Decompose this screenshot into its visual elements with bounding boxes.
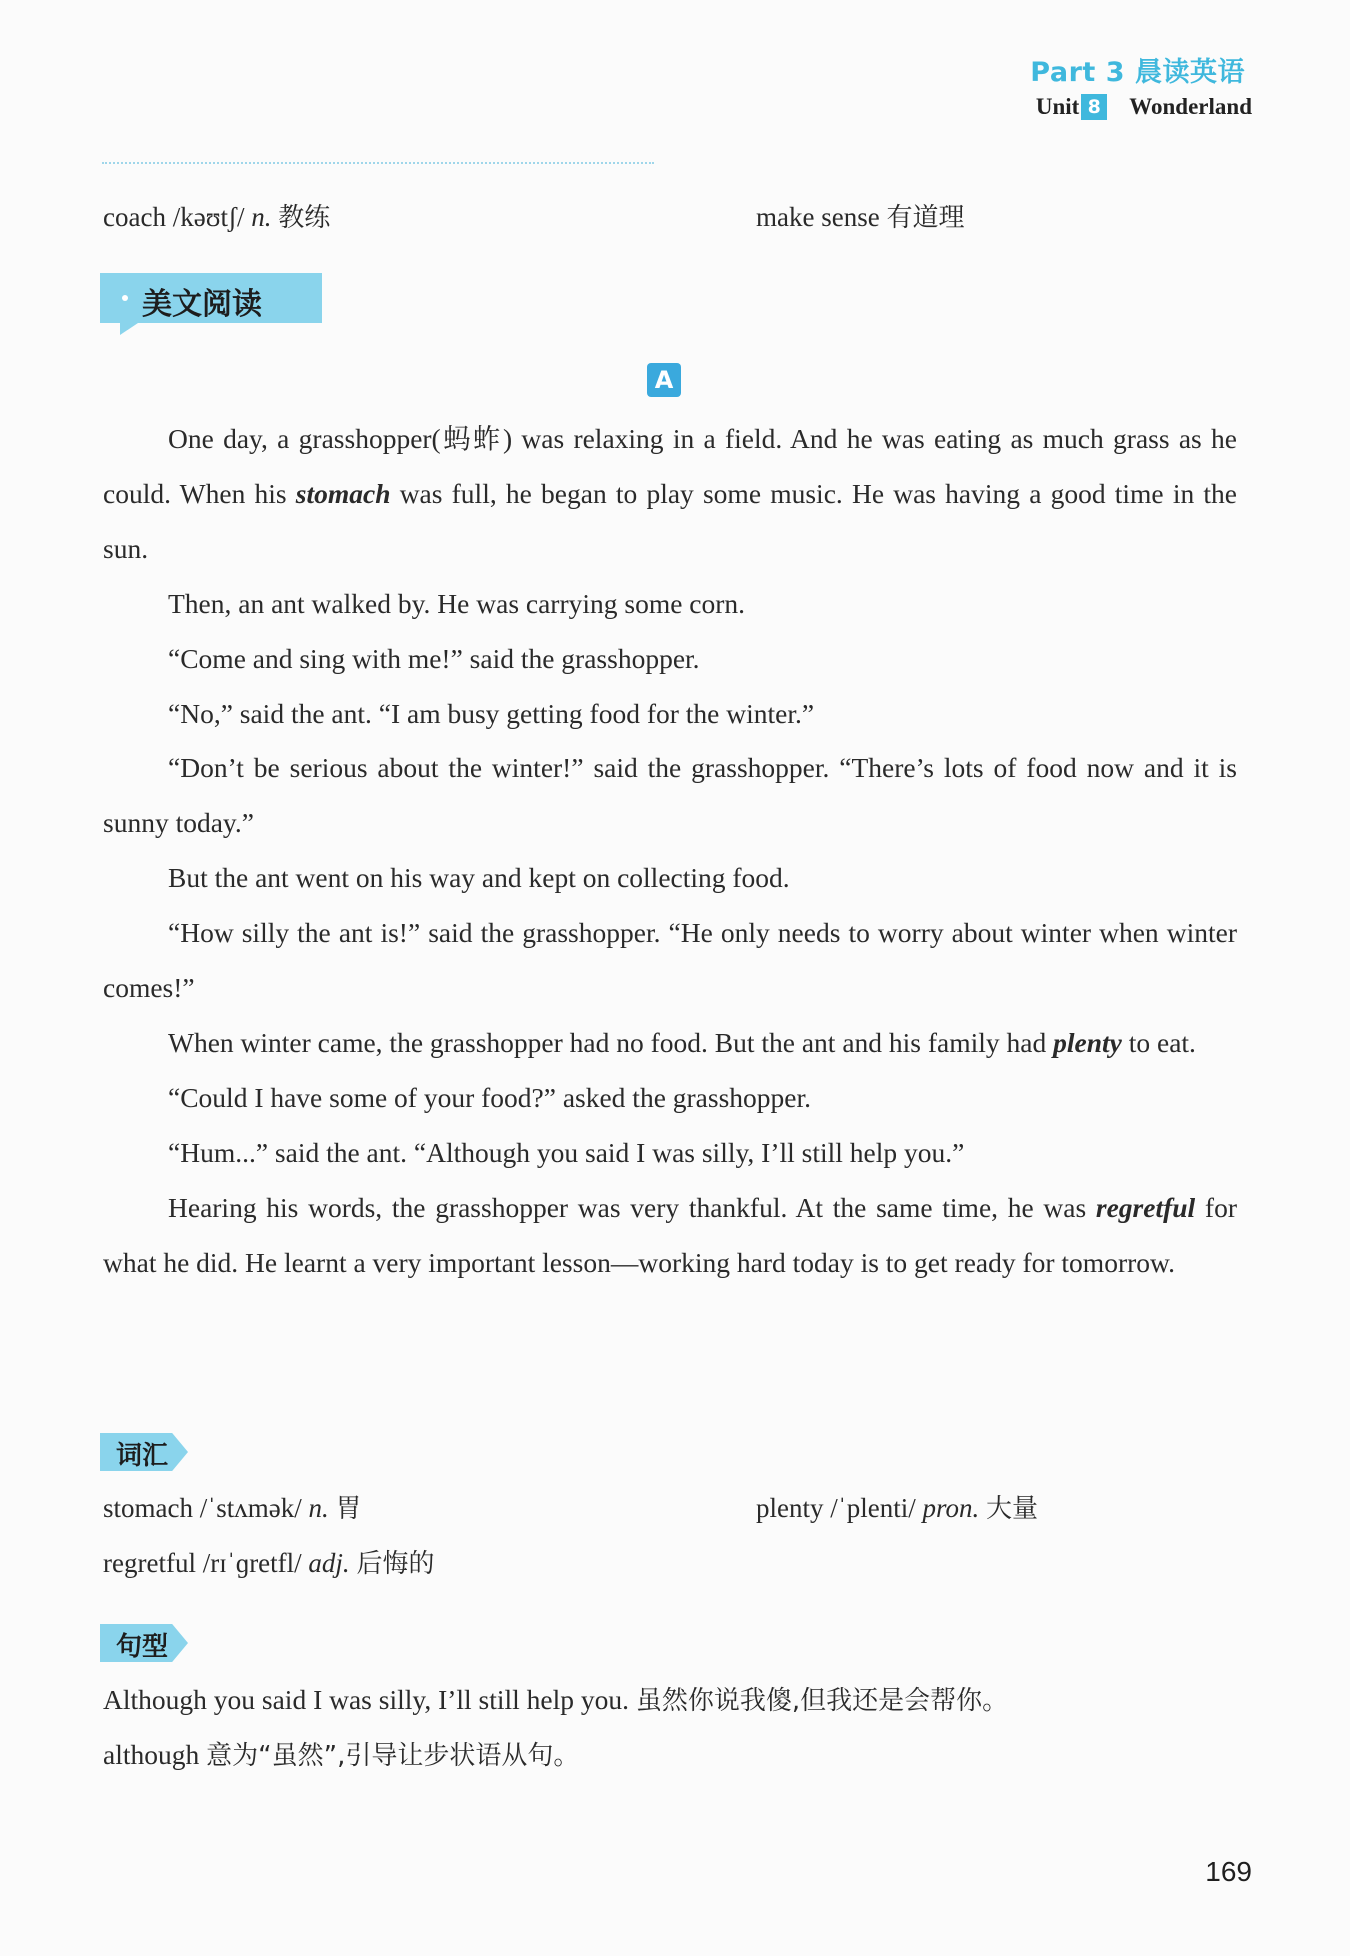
vocab-ipa: /rɪˈɡretfl/ — [202, 1548, 302, 1578]
story-text-segment: Then, an ant walked by. He was carrying some corn. — [168, 587, 746, 619]
unit-number-badge: 8 — [1081, 94, 1107, 120]
story-text-segment: “Hum...” said the ant. “Although you said I was silly, I’ll still help you.” — [168, 1136, 965, 1168]
vocab-meaning: 胃 — [335, 1494, 362, 1524]
story-text-segment: One day, a grasshopper(蚂蚱) was relaxing in a field. And he was eating as much grass as he could. When his — [103, 423, 1237, 509]
keyword: regretful — [1095, 1191, 1196, 1223]
header-part-label: Part 3 — [1030, 57, 1125, 88]
page-number: 169 — [1205, 1856, 1252, 1887]
story-text-segment: “Come and sing with me!” said the grasshopper. — [168, 642, 700, 674]
section-title: 美文阅读 — [142, 287, 262, 322]
vocab-word: regretful — [103, 1548, 196, 1578]
vocab-pos: pron. — [922, 1493, 980, 1523]
story-paragraph — [103, 1126, 1237, 1181]
vocab-word: coach — [103, 202, 166, 232]
top-vocab-make-sense — [756, 197, 964, 234]
story-text-segment: “Don’t be serious about the winter!” said the grasshopper. “There’s lots of food now and it is sunny today.” — [103, 752, 1237, 839]
vocab-pos: adj. — [308, 1548, 350, 1578]
note-chinese: 意为“虽然”,引导让步状语从句。 — [206, 1741, 580, 1771]
vocab-meaning: 有道理 — [886, 203, 965, 233]
story-paragraph — [103, 412, 1237, 577]
unit-title: Wonderland — [1129, 94, 1252, 119]
section-tag-vocab — [100, 1433, 188, 1471]
sentence-chinese: 虽然你说我傻,但我还是会帮你。 — [635, 1686, 1009, 1716]
vocab-item-regretful — [103, 1543, 434, 1580]
vocab-ipa: /kəʊtʃ/ — [172, 202, 245, 232]
top-vocab-coach — [103, 197, 330, 234]
header-part — [1030, 50, 1245, 89]
header-part-cn: 晨读英语 — [1135, 57, 1245, 88]
vocab-section-title: 词汇 — [116, 1441, 169, 1471]
sentence-pattern — [103, 1680, 1008, 1717]
story-text-segment: to eat. — [1121, 1026, 1196, 1058]
vocab-phrase: make sense — [756, 202, 880, 232]
section-tag-reading — [100, 273, 322, 323]
note-word: although — [103, 1739, 200, 1770]
vocab-word: stomach — [103, 1493, 193, 1523]
header-unit-label: Unit — [1035, 94, 1080, 119]
story-paragraph — [103, 741, 1237, 851]
vocab-meaning: 教练 — [278, 203, 331, 233]
story-paragraph — [103, 687, 1237, 742]
story-paragraph — [103, 1016, 1237, 1071]
story-text — [103, 412, 1237, 1291]
story-text-segment: “Could I have some of your food?” asked the grasshopper. — [168, 1081, 812, 1113]
header-unit — [1036, 94, 1252, 120]
dotted-divider — [102, 162, 654, 164]
story-paragraph — [103, 577, 1237, 632]
story-text-segment: was full, he began to play some music. He was having a good time in the sun. — [103, 477, 1237, 564]
story-text-segment: “No,” said the ant. “I am busy getting food for the winter.” — [168, 697, 815, 729]
tag-dot — [122, 295, 128, 301]
keyword: stomach — [295, 477, 391, 509]
vocab-meaning: 后悔的 — [356, 1549, 435, 1579]
story-text-segment: When winter came, the grasshopper had no food. But the ant and his family had — [168, 1026, 1054, 1058]
vocab-pos: n. — [251, 202, 272, 232]
sentence-english: Although you said I was silly, I’ll still help you. — [103, 1684, 630, 1715]
story-paragraph — [103, 1181, 1237, 1291]
vocab-item-stomach — [103, 1488, 362, 1525]
story-paragraph — [103, 851, 1237, 906]
story-text-segment: But the ant went on his way and kept on collecting food. — [168, 862, 790, 894]
vocab-item-plenty — [756, 1488, 1038, 1525]
story-text-segment: for what he did. He learnt a very important lesson—working hard today is to get ready for tomorrow. — [103, 1191, 1237, 1278]
tag-tail — [120, 323, 138, 335]
sentence-note — [103, 1735, 579, 1772]
vocab-ipa: /ˈplenti/ — [830, 1493, 916, 1523]
sentence-section-title: 句型 — [116, 1632, 169, 1662]
story-paragraph — [103, 906, 1237, 1016]
vocab-ipa: /ˈstʌmək/ — [199, 1493, 302, 1523]
vocab-pos: n. — [308, 1493, 329, 1523]
story-paragraph — [103, 632, 1237, 687]
section-tag-sentence — [100, 1624, 188, 1662]
story-paragraph — [103, 1071, 1237, 1126]
keyword: plenty — [1053, 1026, 1122, 1058]
story-text-segment: “How silly the ant is!” said the grasshopper. “He only needs to worry about winter when winter comes!” — [103, 917, 1237, 1004]
passage-label-badge: A — [647, 363, 681, 397]
story-text-segment: Hearing his words, the grasshopper was very thankful. At the same time, he was — [168, 1191, 1096, 1223]
vocab-word: plenty — [756, 1493, 824, 1523]
vocab-meaning: 大量 — [986, 1494, 1039, 1524]
